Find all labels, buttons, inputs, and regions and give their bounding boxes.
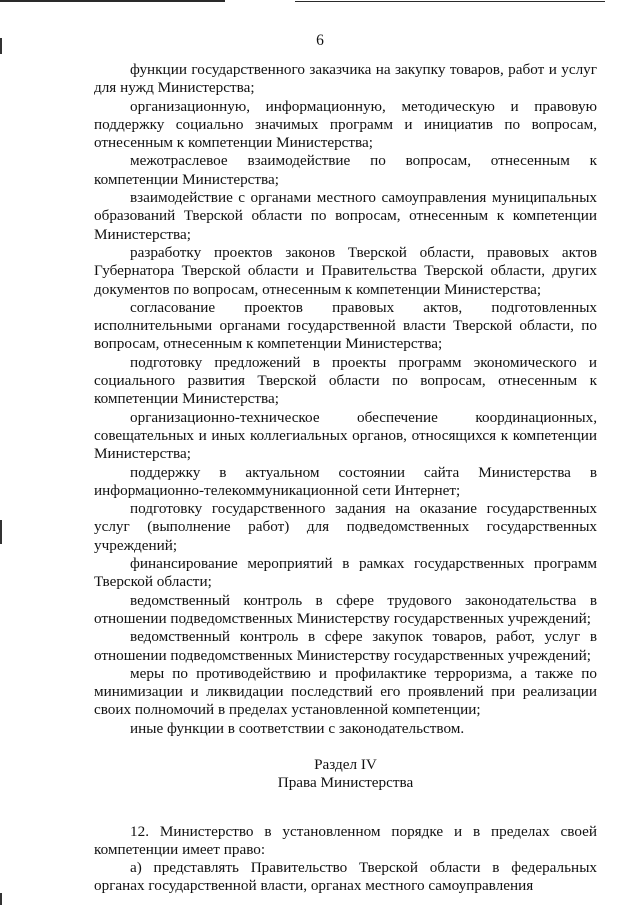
paragraph: взаимодействие с органами местного самоуправления муниципальных образований Тверской области по вопросам, отнесенным к компетенции Министерства; <box>94 189 597 243</box>
paragraph: меры по противодействию и профилактике терроризма, а также по минимизации и ликвидации последствий его проявлений при реализации своих полномочий в пределах установленной компетенции; <box>94 664 597 719</box>
paragraph: иные функции в соответствии с законодательством. <box>130 719 465 737</box>
paragraph: ведомственный контроль в сфере закупок товаров, работ, услуг в отношении подведомственных Министерству государственных учреждений; <box>94 628 597 664</box>
paragraph: подготовку предложений в проекты программ экономического и социального развития Тверской области по вопросам, отнесенным к компетенции Министерства; <box>94 353 597 408</box>
paragraph: поддержку в актуальном состоянии сайта Министерства в информационно-телекоммуникационной сети Интернет; <box>94 463 597 499</box>
paragraph: организационно-техническое обеспечение координационных, совещательных и иных коллегиальных органов, относящихся к компетенции Министерства; <box>94 408 597 463</box>
spacer <box>94 793 597 823</box>
paragraph: 12. Министерство в установленном порядке и в пределах своей компетенции имеет право: <box>94 822 597 858</box>
paragraph: а) представлять Правительство Тверской области в федеральных органах государственной власти, органах местного самоуправления <box>94 859 597 895</box>
paragraph: подготовку государственного задания на оказание государственных услуг (выполнение работ) для подведомственных государственных учреждений; <box>94 500 597 554</box>
paragraph: функции государственного заказчика на закупку товаров, работ и услуг для нужд Министерства; <box>94 61 597 97</box>
scan-border-line <box>295 1 605 2</box>
paragraph: разработку проектов законов Тверской области, правовых актов Губернатора Тверской области и Правительства Тверской области, других документов по вопросам, отнесенным к компетенции Министерства; <box>94 243 597 298</box>
paragraph: финансирование мероприятий в рамках государственных программ Тверской области; <box>94 555 597 591</box>
paragraph: организационную, информационную, методическую и правовую поддержку социально значимых программ и инициатив по вопросам, отнесенным к компетенции Министерства; <box>94 97 597 152</box>
section-number: Раздел IV <box>314 755 377 773</box>
scan-border-line <box>0 0 225 2</box>
scan-edge-mark <box>0 893 2 905</box>
paragraph: ведомственный контроль в сфере трудового законодательства в отношении подведомственных Министерству государственных учреждений; <box>94 591 597 627</box>
page-number: 6 <box>316 32 324 49</box>
section-title: Права Министерства <box>277 774 414 792</box>
paragraph: согласование проектов правовых актов, подготовленных исполнительными органами государственной власти Тверской области, по вопросам, отнесенным к компетенции Министерства; <box>94 298 597 353</box>
document-body <box>94 61 597 896</box>
scan-edge-mark <box>0 520 2 544</box>
paragraph: межотраслевое взаимодействие по вопросам, отнесенным к компетенции Министерства; <box>94 152 597 188</box>
